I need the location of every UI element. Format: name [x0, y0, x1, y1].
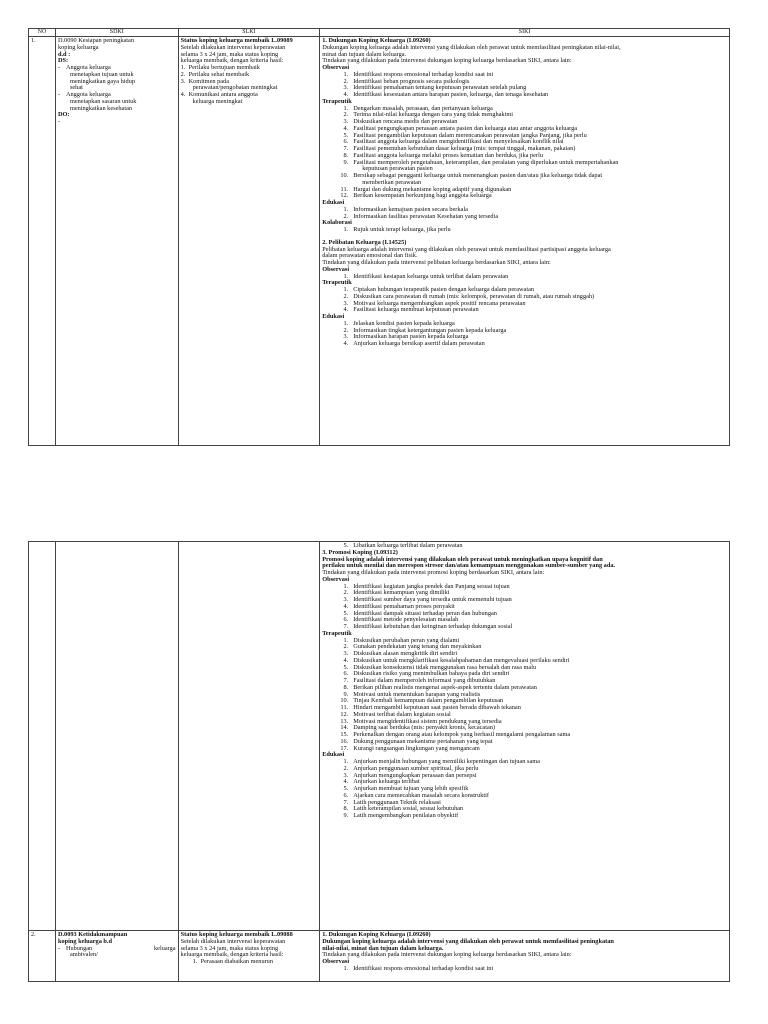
list-item: 17. Kurangi rangsangan lingkungan yang mengancam	[340, 744, 480, 752]
list-item: 9. Fasilitasi memperoleh pengetahuan, keterampilan, dan peralatan yang diperlukan untuk mempertahankan	[343, 158, 619, 166]
list-item: 8. Berikan pilihan realistis mengenai aspek-aspek tertentu dalam perawatan	[343, 683, 537, 691]
list-item: 2. Identifikasi kemampuan yang dimiliki	[343, 589, 450, 597]
care-plan-table-page-1	[28, 28, 730, 446]
list-item: 2. Terima nilai-nilai keluarga dengan cara yang tidak menghakimi	[343, 111, 513, 119]
slki-cell: Status koping keluarga membaik L.09089 Setelah dilakukan intervensi keperawatan selama 3 x 24 jam, maka status koping keluarga membaik, dengan kriteria hasil: 1. Perilaku bertujuan membaik 2. Perilaku sehat membaik 3. Komitmen pada perawatan/pengobatan meningkat 4. Komunikasi antara anggota keluarga meningkat	[179, 37, 321, 445]
list-item: 4. Fasilitasi pengungkapan perasaan antara pasien dan keluarga atau antar anggota keluarga	[343, 124, 578, 132]
list-item: 1. Dengarkan masalah, perasaan, dan pertanyaan keluarga	[343, 104, 493, 112]
slki-cell: Status koping keluarga membaik L.09088 Setelah dilakukan intervensi keperawatan selama 3 x 24 jam, maka status koping keluarga membaik, dengan kriteria hasil: 1. Perasaan diabaikan menurun	[179, 931, 321, 981]
table-row	[29, 37, 729, 445]
intervention-title: 2. Pelibatan Keluarga (I.14525)	[322, 238, 407, 246]
list-item: 6. Fasilitasi anggota keluarga dalam mengidentifikasi dan menyelesaikan konflik nilai	[343, 138, 564, 146]
list-kolaborasi	[322, 227, 727, 234]
list-item: 4. Anjurkan keluarga bersikap asertif dalam perawatan	[343, 340, 485, 347]
table-header	[29, 29, 729, 37]
care-plan-table-page-2	[28, 541, 730, 982]
list-item: 2. Gunakan pendekatan yang tenang dan meyakinkan	[343, 643, 482, 651]
list-item: 1. Informasikan kemajuan pasien secara berkala	[343, 205, 468, 213]
list-item: 3. Informasikan harapan pasien kepada keluarga	[343, 333, 469, 341]
row-number: 2.	[29, 931, 56, 981]
outcome-title: Status koping keluarga membaik L.09089	[180, 37, 293, 44]
list-item: 2. Anjurkan penggunaan sumber spiritual, jika perlu	[343, 764, 479, 772]
list-item: 2. Diskusikan cara perawatan di rumah (mis: kelompok, perawatan di rumah, atau rumah singgah)	[343, 292, 595, 300]
list-item: 3. Diskusikan alasan mengkritik diri sendiri	[343, 650, 458, 657]
list-item: 8. Latih keterampilan sosial, sesuai kebutuhan	[343, 805, 464, 813]
sdki-cell: D.0093 Ketidakmampuan koping keluarga b.d - Hubungan keluarga ambivalen/	[56, 931, 179, 981]
list-item: 5. Diskusikan konsekuensi tidak menggunakan rasa bersalah dan rasa malu	[343, 663, 537, 671]
list-item: 2. Informasikan fasilitas perawatan Kesehatan yang tersedia	[343, 212, 499, 220]
list-item: 5. Identifikasi dampak situasi terhadap peran dan hubungan	[343, 609, 497, 617]
list-item: 16. Dukung penggunaan mekanisme pertahanan yang tepat	[340, 737, 493, 745]
list-item: 10. Bersikap sebagai pengganti keluarga untuk menenangkan pasien dan/atau jika keluarga tidak dapat	[340, 172, 603, 179]
list-item: 1. Jelaskan kondisi pasien kepada keluarga	[343, 319, 455, 327]
list-item: 2. Informasikan tingkat ketergantungan pasien kepada keluarga	[343, 326, 507, 334]
list-item: 1. Identifikasi kegiatan jangka pendek dan Panjang sesuai tujuan	[343, 582, 510, 590]
diagnosis-code: D.0090 Kesiapan peningkatan	[57, 37, 135, 44]
siki-cell: 1. Dukungan Koping Keluarga (I.09260) Dukungan koping keluarga adalah intervensi yang dilakukan oleh perawat untuk memfasilitasi peningkatan nilai-nilai, minat dan tujuan dalam keluarga. Tindakan yang dilakukan pada intervensi dukungan koping keluarga berdasarkan SIKI, antara lain: Observasi 1. Identifikasi respons emosional terhadap kondisi saat ini 2. Identifikasi beban prognosis secara psikologis 3. Identifikasi pemahaman tentang keputusan perawatan setelah pulang 4. Identifikasi kesesuaian antara harapan pasien, keluarga, dan tenaga kesehatan Terapeutik 1. Dengarkan masalah, perasaan, dan pertanyaan keluarga 2. Terima nilai-nilai keluarga dengan cara yang tidak menghakimi 3. Diskusikan rencana medis dan perawatan 4. Fasilitasi pengungkapan perasaan antara pasien dan keluarga atau antar anggota keluarga 5. Fasilitasi pengambilan keputusan dalam merencanakan perawatan jangka Panjang, jika perlu 6. Fasilitasi anggota keluarga dalam mengidentifikasi dan menyelesaikan konflik nilai 7. Fasilitasi pemenuhan kebutuhan dasar keluarga (mis: tempat tinggal, makanan, pakaian) 8. Fasilitasi anggota keluarga melalui proses kematian dan berduka, jika perlu 9. Fasilitasi memperoleh pengetahuan, keterampilan, dan peralatan yang diperlukan untuk mempertahankan keputusan perawatan pasien 10. Bersikap sebagai pengganti keluarga untuk menenangkan pasien dan/atau jika keluarga tidak dapat memberikan perawatan 11. Hargai dan dukung mekanisme koping adaptif yang digunakan 12. Berikan kesempatan berkunjung bagi anggota keluarga Edukasi 1. Informasikan kemajuan pasien secara berkala 2. Informasikan fasilitas perawatan Kesehatan yang tersedia Kolaborasi 1. Rujuk untuk terapi keluarga, jika perlu 2. Pelibatan Keluarga (I.14525) Pelibatan keluarga adalah intervensi yang dilakukan oleh perawat untuk memfasilitasi partisipasi anggota keluarga dalam perawatan emosional dan fisik. Tindakan yang dilakukan pada intervensi pelibatan keluarga berdasarkan SIKI, antara lain: Observasi 1. Identifikasi kesiapan keluarga untuk terlibat dalam perawatan Terapeutik 1. Ciptakan hubungan terapeutik pasien dengan keluarga dalam perawatan 2. Diskusikan cara perawatan di rumah (mis: kelompok, perawatan di rumah, atau rumah singgah) 3. Motivasi keluarga mengembangkan aspek positif rencana perawatan 4. Fasilitasi keluarga membuat keputusan perawatan Edukasi 1. Jelaskan kondisi pasien kepada keluarga 2. Informasikan tingkat ketergantungan pasien kepada keluarga 3. Informasikan harapan pasien kepada keluarga 4. Anjurkan keluarga bersikap asertif dalam perawatan	[320, 37, 729, 445]
intervention-title: 1. Dukungan Koping Keluarga (I.09260)	[322, 931, 431, 938]
list-item: 1. Anjurkan menjalin hubungan yang memiliki kepentingan dan tujuan sama	[343, 758, 540, 765]
header-slki: SLKI	[179, 29, 321, 36]
list-item: 3. Anjurkan mengungkapkan perasaan dan persepsi	[343, 771, 477, 779]
list-item: 7. Identifikasi kebutuhan dan keinginan terhadap dukungan sosial	[343, 623, 513, 630]
list-item: 6. Ajarkan cara memecahkan masalah secara konstruktif	[343, 791, 490, 799]
list-item: 11. Hindari mengambil keputusan saat pasien berada dibawah tekanan	[340, 704, 521, 711]
list-item: 9. Motivasi untuk menentukan harapan yang realistis	[343, 690, 481, 698]
list-item: 6. Diskusikan risiko yang menimbulkan bahaya pada diri sendiri	[343, 670, 510, 678]
siki-cell: 5. Libatkan keluarga terlibat dalam perawatan 3. Promosi Koping (I.09312) Promosi koping adalah intervensi yang dilakukan oleh perawat untuk meningkatkan upaya kognitif dan perilaku untuk menilai dan merespon stresor dan/atau kemampuan menggunakan sumber-sumber yang ada. Tindakan yang dilakukan pada intervensi promosi koping berdasarkan SIKI, antara lain: Observasi 1. Identifikasi kegiatan jangka pendek dan Panjang sesuai tujuan 2. Identifikasi kemampuan yang dimiliki 3. Identifikasi sumber daya yang tersedia untuk memenuhi tujuan 4. Identifikasi pemahaman proses penyakit 5. Identifikasi dampak situasi terhadap peran dan hubungan 6. Identifikasi metode penyelesaian masalah 7. Identifikasi kebutuhan dan keinginan terhadap dukungan sosial Terapeutik 1. Diskusikan perubahan peran yang dialami 2. Gunakan pendekatan yang tenang dan meyakinkan 3. Diskusikan alasan mengkritik diri sendiri 4. Diskusikan untuk mengklarifikasi kesalahpahaman dan mengevaluasi perilaku sendiri 5. Diskusikan konsekuensi tidak menggunakan rasa bersalah dan rasa malu 6. Diskusikan risiko yang menimbulkan bahaya pada diri sendiri 7. Fasilitasi dalam memperoleh informasi yang dibutuhkan 8. Berikan pilihan realistis mengenai aspek-aspek tertentu dalam perawatan 9. Motivasi untuk menentukan harapan yang realistis 10. Tinjau Kembali kemampuan dalam pengambilan keputusan 11. Hindari mengambil keputusan saat pasien berada dibawah tekanan 12. Motivasi terlibat dalam kegiatan sosial 13. Motivasi mengidentifikasi sistem pendukung yang tersedia 14. Damping saat berduka (mis: penyakit kronis, kecacatan) 15. Perkenalkan dengan orang atau kelompok yang berhasil mengalami pengalaman sama 16. Dukung penggunaan mekanisme pertahanan yang tepat 17. Kurangi rangsangan lingkungan yang mengancam Edukasi 1. Anjurkan menjalin hubungan yang memiliki kepentingan dan tujuan sama 2. Anjurkan penggunaan sumber spiritual, jika perlu 3. Anjurkan mengungkapkan perasaan dan persepsi 4. Anjurkan keluarga terlibat 5. Anjurkan membuat tujuan yang lebih spesifik 6. Ajarkan cara memecahkan masalah secara konstruktif 7. Latih penggunaan Teknik relaksasi 8. Latih keterampilan sosial, sesuai kebutuhan 9. Latih mengembangkan penilaian obyektif	[320, 542, 729, 930]
list-item: 7. Fasilitasi pemenuhan kebutuhan dasar keluarga (mis: tempat tinggal, makanan, pakaian)	[343, 145, 576, 152]
list-edukasi	[322, 759, 727, 820]
list-terapeutik: 1. Dengarkan masalah, perasaan, dan pertanyaan keluarga 2. Terima nilai-nilai keluarga dengan cara yang tidak menghakimi 3. Diskusikan rencana medis dan perawatan 4. Fasilitasi pengungkapan perasaan antara pasien dan keluarga atau antar anggota keluarga 5. Fasilitasi pengambilan keputusan dalam merencanakan perawatan jangka Panjang, jika perlu 6. Fasilitasi anggota keluarga dalam mengidentifikasi dan menyelesaikan konflik nilai 7. Fasilitasi pemenuhan kebutuhan dasar keluarga (mis: tempat tinggal, makanan, pakaian) 8. Fasilitasi anggota keluarga melalui proses kematian dan berduka, jika perlu 9. Fasilitasi memperoleh pengetahuan, keterampilan, dan peralatan yang diperlukan untuk mempertahankan keputusan perawatan pasien 10. Bersikap sebagai pengganti keluarga untuk menenangkan pasien dan/atau jika keluarga tidak dapat memberikan perawatan 11. Hargai dan dukung mekanisme koping adaptif yang digunakan 12. Berikan kesempatan berkunjung bagi anggota keluarga	[322, 106, 727, 201]
list-item: 3. Identifikasi pemahaman tentang keputusan perawatan setelah pulang	[343, 84, 527, 92]
header-no: NO	[29, 29, 56, 36]
list-item: 1. Rujuk untuk terapi keluarga, jika perlu	[343, 226, 451, 233]
list-item: 4. Fasilitasi keluarga membuat keputusan perawatan	[343, 306, 479, 314]
list-observasi	[322, 584, 727, 631]
outcome-title: Status koping keluarga membaik L.09088	[180, 931, 293, 938]
list-item: 14. Damping saat berduka (mis: penyakit kronis, kecacatan)	[340, 724, 495, 732]
intervention-title: 3. Promosi Koping (I.09312)	[322, 548, 398, 556]
list-item: 12. Motivasi terlibat dalam kegiatan sosial	[340, 710, 451, 718]
list-item: 12. Berikan kesempatan berkunjung bagi anggota keluarga	[340, 192, 492, 200]
list-item: 4. Anjurkan keluarga terlibat	[343, 778, 420, 786]
list-item: 9. Latih mengembangkan penilaian obyektif	[343, 812, 459, 819]
list-item: 4. Diskusikan untuk mengklarifikasi kesalahpahaman dan mengevaluasi perilaku sendiri	[343, 656, 570, 664]
list-item: 1. Identifikasi respons emosional terhadap kondisi saat ini	[343, 964, 494, 972]
table-row	[29, 930, 729, 981]
list-item: 1. Ciptakan hubungan terapeutik pasien dengan keluarga dalam perawatan	[343, 286, 535, 293]
list-item: 13. Motivasi mengidentifikasi sistem pendukung yang tersedia	[340, 717, 502, 725]
list-item: 5. Libatkan keluarga terlibat dalam perawatan	[343, 542, 463, 549]
list-item: 5. Anjurkan membuat tujuan yang lebih spesifik	[343, 785, 469, 792]
list-item: 5. Fasilitasi pengambilan keputusan dalam merencanakan perawatan jangka Panjang, jika perlu	[343, 131, 587, 139]
row-number: 1.	[29, 37, 56, 445]
sdki-cell: D.0090 Kesiapan peningkatan koping keluarga d.d : DS: - Anggota keluarga menetapkan tujuan untuk meningkatkan gaya hidup sehat - Anggota keluarga menetapkan sasaran untuk meningkatkan kesehatan DO: -	[56, 37, 179, 445]
list-edukasi	[322, 207, 727, 221]
list-item: 6. Identifikasi metode penyelesaian masalah	[343, 616, 459, 624]
siki-cell: 1. Dukungan Koping Keluarga (I.09260) Dukungan koping keluarga adalah intervensi yang dilakukan oleh perawat untuk memfasilitasi peningkatan nilai-nilai, minat dan tujuan dalam keluarga. Tindakan yang dilakukan pada intervensi dukungan koping keluarga berdasarkan SIKI, antara lain: Observasi 1. Identifikasi respons emosional terhadap kondisi saat ini	[320, 931, 729, 981]
list-terapeutik	[322, 638, 727, 753]
list-item: 3. Diskusikan rencana medis dan perawatan	[343, 118, 458, 125]
list-item: 8. Fasilitasi anggota keluarga melalui proses kematian dan berduka, jika perlu	[343, 151, 543, 159]
list-item: 1. Identifikasi kesiapan keluarga untuk terlibat dalam perawatan	[343, 272, 509, 280]
list-item: 1. Diskusikan perubahan peran yang dialami	[343, 636, 460, 644]
list-item: 4. Identifikasi kesesuaian antara harapan pasien, keluarga, dan tenaga kesehatan	[343, 91, 549, 98]
list-item: 11. Hargai dan dukung mekanisme koping adaptif yang digunakan	[340, 185, 512, 193]
list-item: 1. Identifikasi respons emosional terhadap kondisi saat ini	[343, 70, 494, 78]
list-observasi	[322, 72, 727, 99]
list-item: 10. Tinjau Kembali kemampuan dalam pengambilan keputusan	[340, 697, 504, 705]
header-sdki: SDKI	[56, 29, 179, 36]
list-item: 7. Latih penggunaan Teknik relaksasi	[343, 798, 441, 806]
header-siki: SIKI	[518, 29, 531, 35]
table-row	[29, 542, 729, 930]
list-item: 15. Perkenalkan dengan orang atau kelompok yang berhasil mengalami pengalaman sama	[340, 731, 571, 738]
diagnosis-code: D.0093 Ketidakmampuan	[57, 931, 128, 938]
intervention-title: 1. Dukungan Koping Keluarga (I.09260)	[322, 37, 431, 44]
list-item: 7. Fasilitasi dalam memperoleh informasi yang dibutuhkan	[343, 677, 496, 684]
list-item: 3. Identifikasi sumber daya yang tersedia untuk memenuhi tujuan	[343, 596, 512, 603]
list-item: 2. Identifikasi beban prognosis secara psikologis	[343, 77, 470, 85]
list-item: 4. Identifikasi pemahaman proses penyakit	[343, 602, 455, 610]
list-item: 3. Motivasi keluarga mengembangkan aspek positif rencana perawatan	[343, 299, 526, 307]
